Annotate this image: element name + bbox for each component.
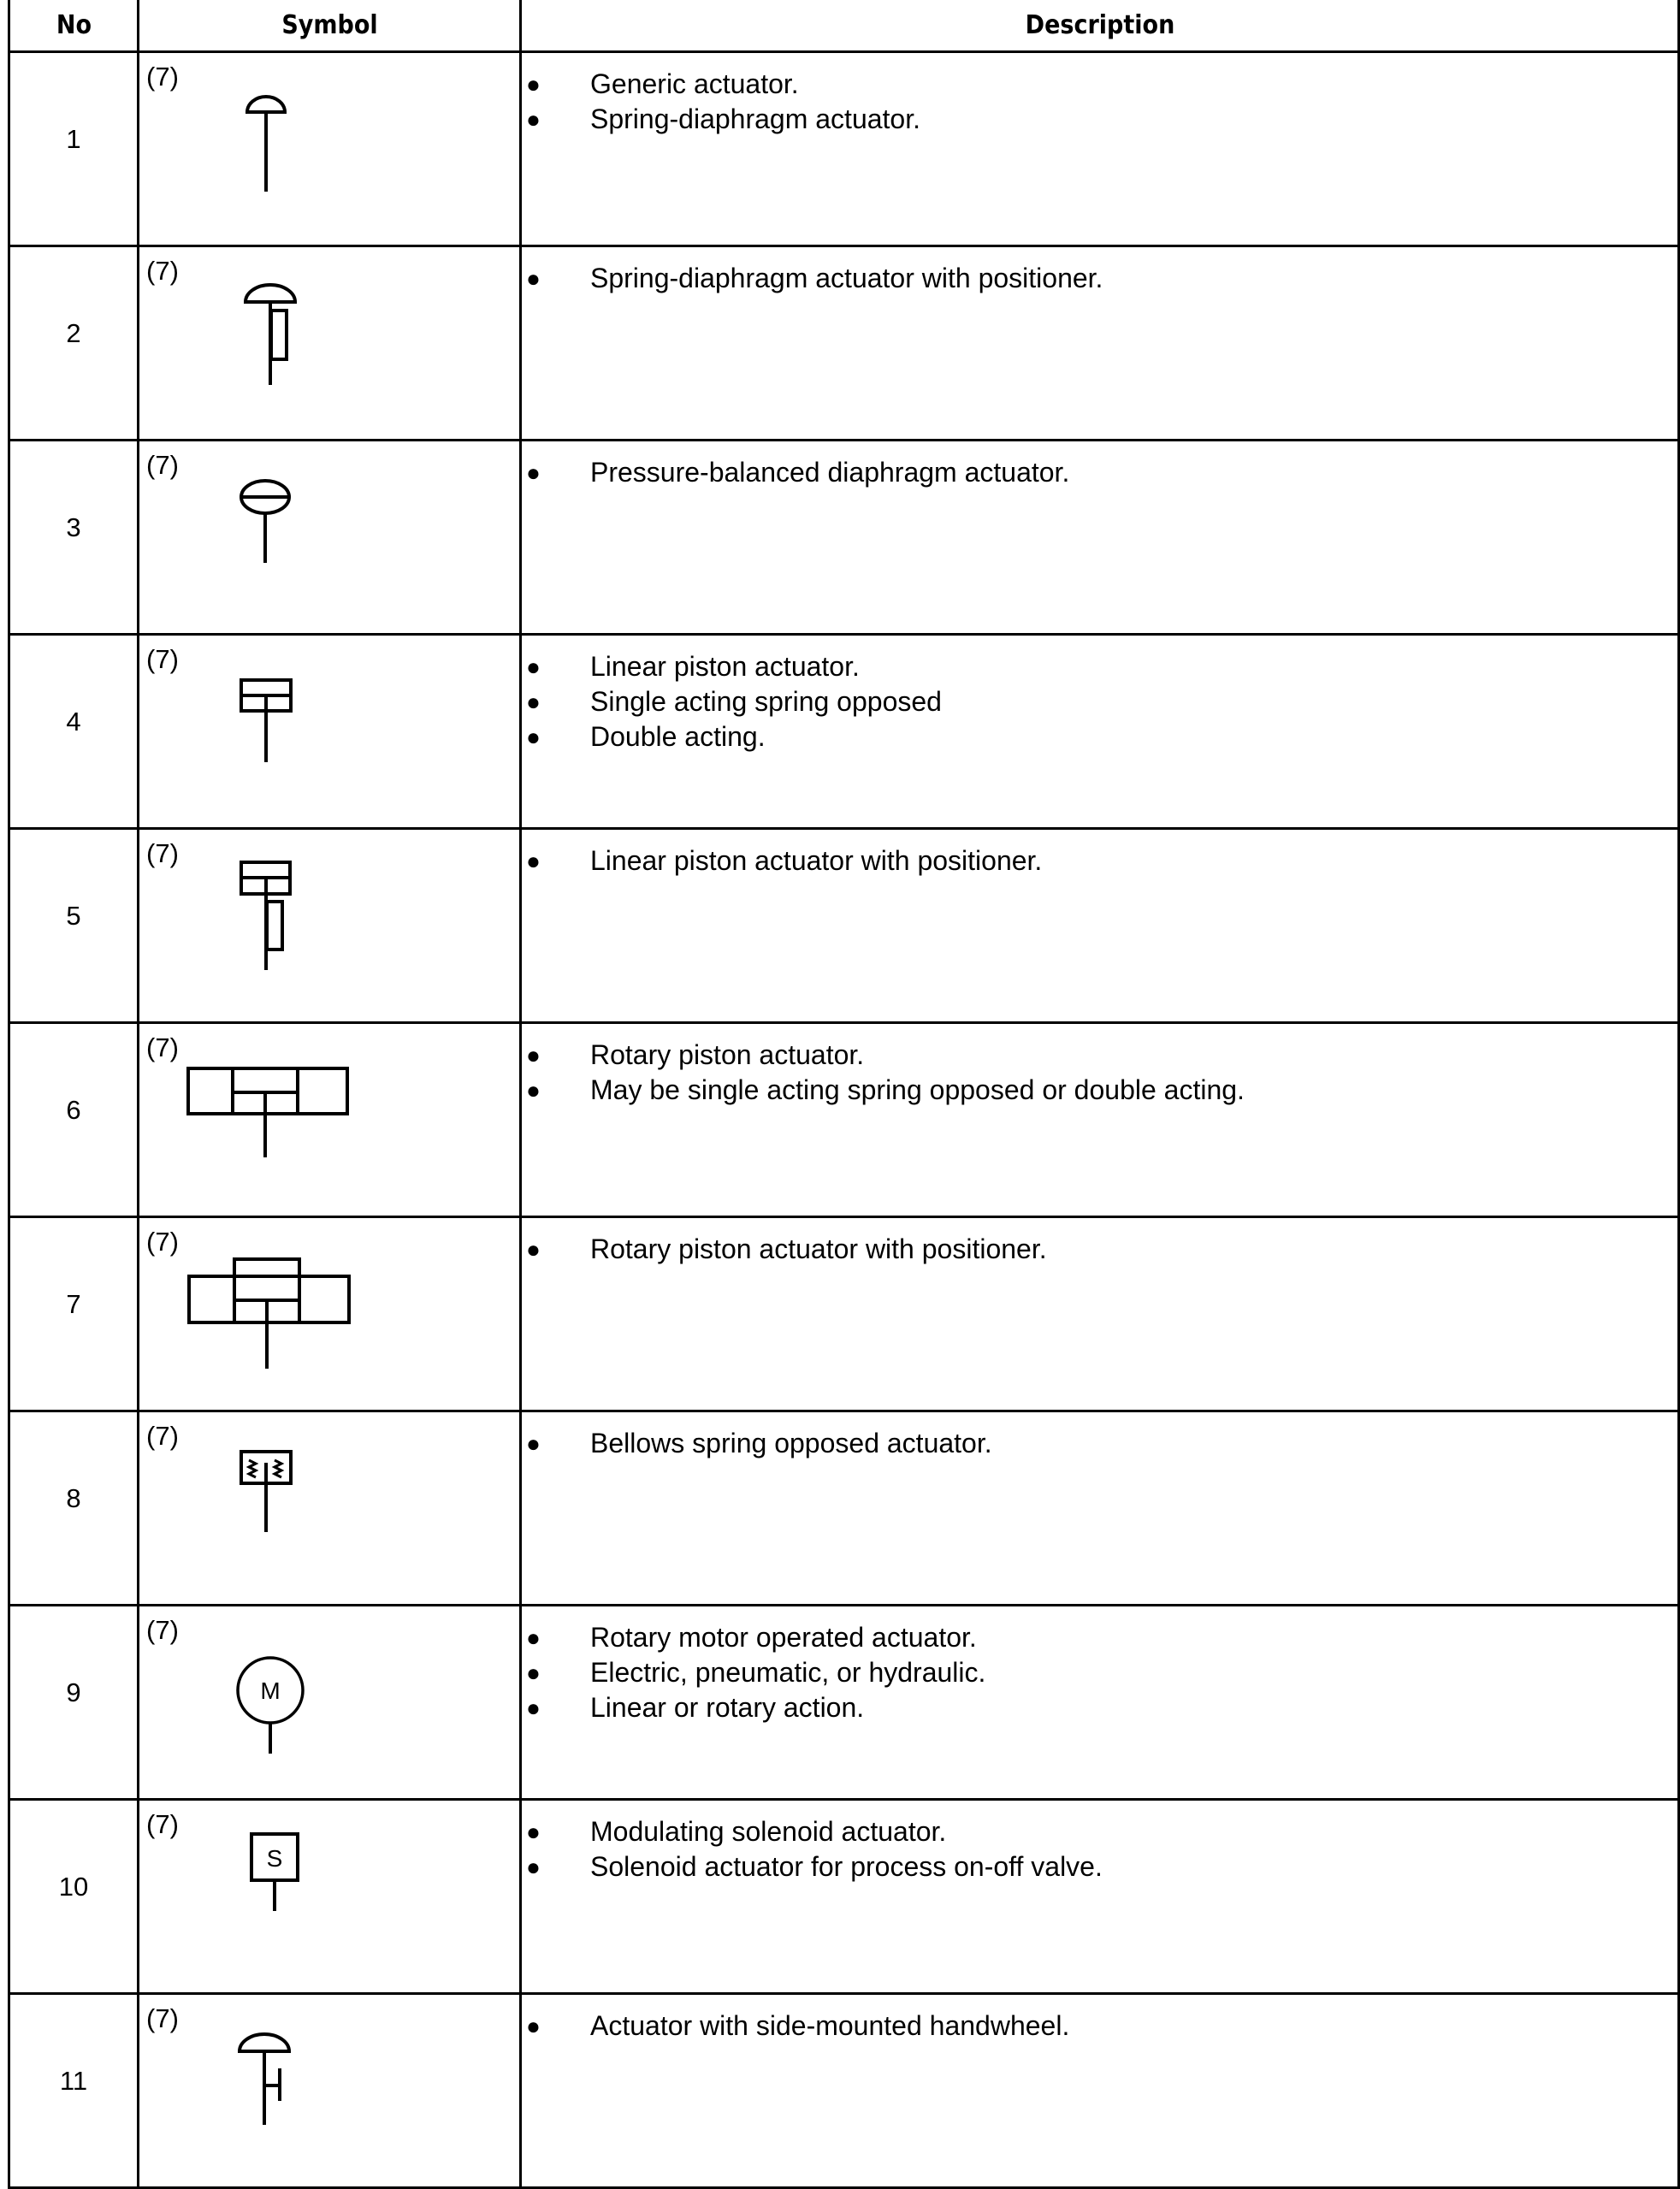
table-row xyxy=(9,246,1679,441)
linear-piston-with-positioner-icon xyxy=(139,830,522,1003)
reference-note: (7) xyxy=(146,2003,179,2033)
reference-note: (7) xyxy=(146,450,179,480)
description-item: ● May be single acting spring opposed or double acting. xyxy=(526,1074,1245,1105)
table-row xyxy=(9,1411,1679,1606)
row-number: 3 xyxy=(9,441,139,635)
symbol-cell xyxy=(139,52,521,246)
header-row xyxy=(9,0,1679,52)
bellows-actuator-icon xyxy=(139,1412,522,1585)
svg-text:M: M xyxy=(260,1677,281,1704)
header-no: No xyxy=(15,0,132,52)
row-number: 7 xyxy=(9,1217,139,1411)
description-item: ● Linear piston actuator with positioner. xyxy=(526,845,1043,876)
rotary-piston-actuator-icon xyxy=(139,1024,522,1197)
rotary-piston-with-positioner-icon xyxy=(139,1218,522,1391)
description-item: ● Rotary motor operated actuator. xyxy=(526,1622,977,1653)
description-cell xyxy=(521,1994,1679,2188)
description-cell xyxy=(521,829,1679,1023)
description-cell xyxy=(521,1023,1679,1217)
header-description: Description xyxy=(578,0,1621,52)
reference-note: (7) xyxy=(146,1809,179,1839)
row-number: 5 xyxy=(9,829,139,1023)
description-item: ● Generic actuator. xyxy=(526,68,799,99)
description-item: ● Solenoid actuator for process on-off valve. xyxy=(526,1851,1103,1882)
diaphragm-actuator-with-positioner-icon xyxy=(139,247,522,420)
diaphragm-actuator-icon xyxy=(139,53,522,226)
table-row xyxy=(9,52,1679,246)
symbol-cell xyxy=(139,1994,521,2188)
reference-note: (7) xyxy=(146,1421,179,1451)
description-cell xyxy=(521,1217,1679,1411)
symbol-cell xyxy=(139,246,521,441)
reference-note: (7) xyxy=(146,62,179,92)
row-number: 1 xyxy=(9,52,139,246)
symbol-cell xyxy=(139,635,521,829)
row-number: 9 xyxy=(9,1606,139,1800)
symbol-cell xyxy=(139,1411,521,1606)
linear-piston-actuator-icon xyxy=(139,636,522,808)
handwheel-actuator-icon xyxy=(139,1995,522,2168)
description-item: ● Rotary piston actuator. xyxy=(526,1039,865,1070)
symbol-cell xyxy=(139,1800,521,1994)
description-cell xyxy=(521,1800,1679,1994)
description-item: ● Spring-diaphragm actuator. xyxy=(526,104,920,134)
row-number: 10 xyxy=(9,1800,139,1994)
description-item: ● Electric, pneumatic, or hydraulic. xyxy=(526,1657,986,1688)
description-item: ● Double acting. xyxy=(526,721,766,752)
description-cell xyxy=(521,635,1679,829)
row-number: 8 xyxy=(9,1411,139,1606)
table-row xyxy=(9,1606,1679,1800)
row-number: 6 xyxy=(9,1023,139,1217)
row-number: 11 xyxy=(9,1994,139,2188)
reference-note: (7) xyxy=(146,1615,179,1645)
reference-note: (7) xyxy=(146,1032,179,1062)
description-item: ● Linear or rotary action. xyxy=(526,1692,865,1723)
symbol-cell xyxy=(139,1606,521,1800)
solenoid-actuator-icon xyxy=(139,1801,522,1973)
actuator-symbols-table xyxy=(8,0,1680,2189)
description-cell xyxy=(521,1606,1679,1800)
table-row xyxy=(9,829,1679,1023)
symbol-cell xyxy=(139,1023,521,1217)
row-number: 4 xyxy=(9,635,139,829)
symbol-cell xyxy=(139,1217,521,1411)
table-row xyxy=(9,1023,1679,1217)
header-symbol: Symbol xyxy=(157,0,501,52)
description-item: ● Pressure-balanced diaphragm actuator. xyxy=(526,457,1070,488)
description-item: ● Linear piston actuator. xyxy=(526,651,860,682)
description-item: ● Modulating solenoid actuator. xyxy=(526,1816,947,1847)
symbol-cell xyxy=(139,829,521,1023)
description-item: ● Bellows spring opposed actuator. xyxy=(526,1428,992,1458)
table-row xyxy=(9,1217,1679,1411)
reference-note: (7) xyxy=(146,838,179,868)
row-number: 2 xyxy=(9,246,139,441)
description-item: ● Spring-diaphragm actuator with positioner. xyxy=(526,263,1103,293)
svg-text:S: S xyxy=(266,1845,283,1872)
symbol-cell xyxy=(139,441,521,635)
description-cell xyxy=(521,52,1679,246)
description-item: ● Rotary piston actuator with positioner. xyxy=(526,1234,1047,1264)
description-item: ● Single acting spring opposed xyxy=(526,686,942,717)
description-item: ● Actuator with side-mounted handwheel. xyxy=(526,2010,1070,2041)
reference-note: (7) xyxy=(146,644,179,674)
table-row xyxy=(9,1800,1679,1994)
table-row xyxy=(9,635,1679,829)
table-row xyxy=(9,441,1679,635)
reference-note: (7) xyxy=(146,1227,179,1257)
table-row xyxy=(9,1994,1679,2188)
pressure-balanced-diaphragm-icon xyxy=(139,441,522,614)
description-cell xyxy=(521,246,1679,441)
description-cell xyxy=(521,441,1679,635)
reference-note: (7) xyxy=(146,256,179,286)
description-cell xyxy=(521,1411,1679,1606)
motor-actuator-icon xyxy=(139,1606,522,1779)
